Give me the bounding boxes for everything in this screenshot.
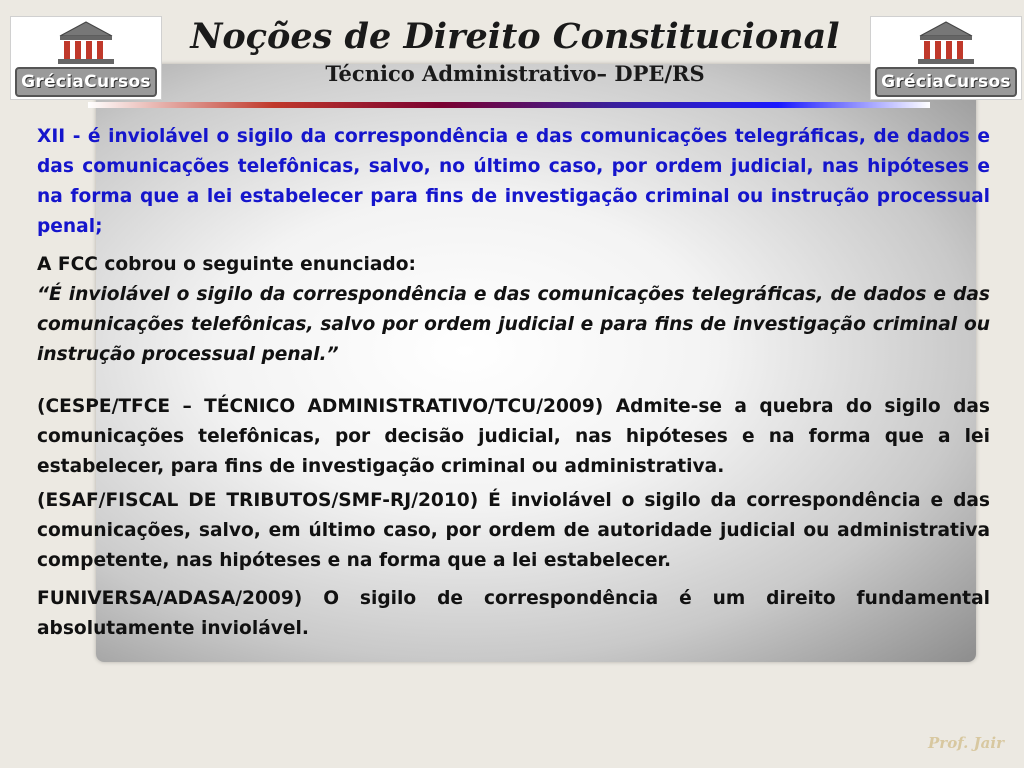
- logo-brand-text: GréciaCursos: [875, 67, 1017, 97]
- fcc-intro: A FCC cobrou o seguinte enunciado:: [37, 254, 416, 275]
- esaf-question: (ESAF/FISCAL DE TRIBUTOS/SMF-RJ/2010) É inviolável o sigilo da correspondência e das comunicações, salvo, em último caso, por ordem de autoridade judicial ou administrativa competente, nas hipóteses e na forma que a lei estabelecer.: [37, 490, 990, 571]
- logo-brand-text: GréciaCursos: [15, 67, 157, 97]
- page-title: Noções de Direito Constitucional: [190, 16, 840, 57]
- fcc-quote: “É inviolável o sigilo da correspondência e das comunicações telegráficas, de dados e das comunicações telefônicas, salvo por ordem judicial e para fins de investigação criminal ou instrução processual penal.”: [37, 284, 990, 365]
- funiversa-question: FUNIVERSA/ADASA/2009) O sigilo de correspondência é um direito fundamental absolutamente inviolável.: [37, 588, 990, 639]
- page-subtitle: Técnico Administrativo– DPE/RS: [325, 61, 705, 86]
- slide-content: [37, 122, 990, 644]
- temple-icon: [916, 20, 976, 66]
- logo-right: [870, 16, 1022, 100]
- logo-left: [10, 16, 162, 100]
- temple-icon: [56, 20, 116, 66]
- header-divider: [88, 102, 930, 108]
- cespe-question: (CESPE/TFCE – TÉCNICO ADMINISTRATIVO/TCU/2009) Admite-se a quebra do sigilo das comunicações telefônicas, por decisão judicial, nas hipóteses e na forma que a lei estabelecer, para fins de investigação criminal ou administrativa.: [37, 396, 990, 477]
- footer-author: Prof. Jair: [928, 734, 1004, 752]
- constitution-paragraph: XII - é inviolável o sigilo da correspondência e das comunicações telegráficas, de dados e das comunicações telefônicas, salvo, no último caso, por ordem judicial, nas hipóteses e na forma que a lei estabelecer para fins de investigação criminal ou instrução processual penal;: [37, 126, 990, 237]
